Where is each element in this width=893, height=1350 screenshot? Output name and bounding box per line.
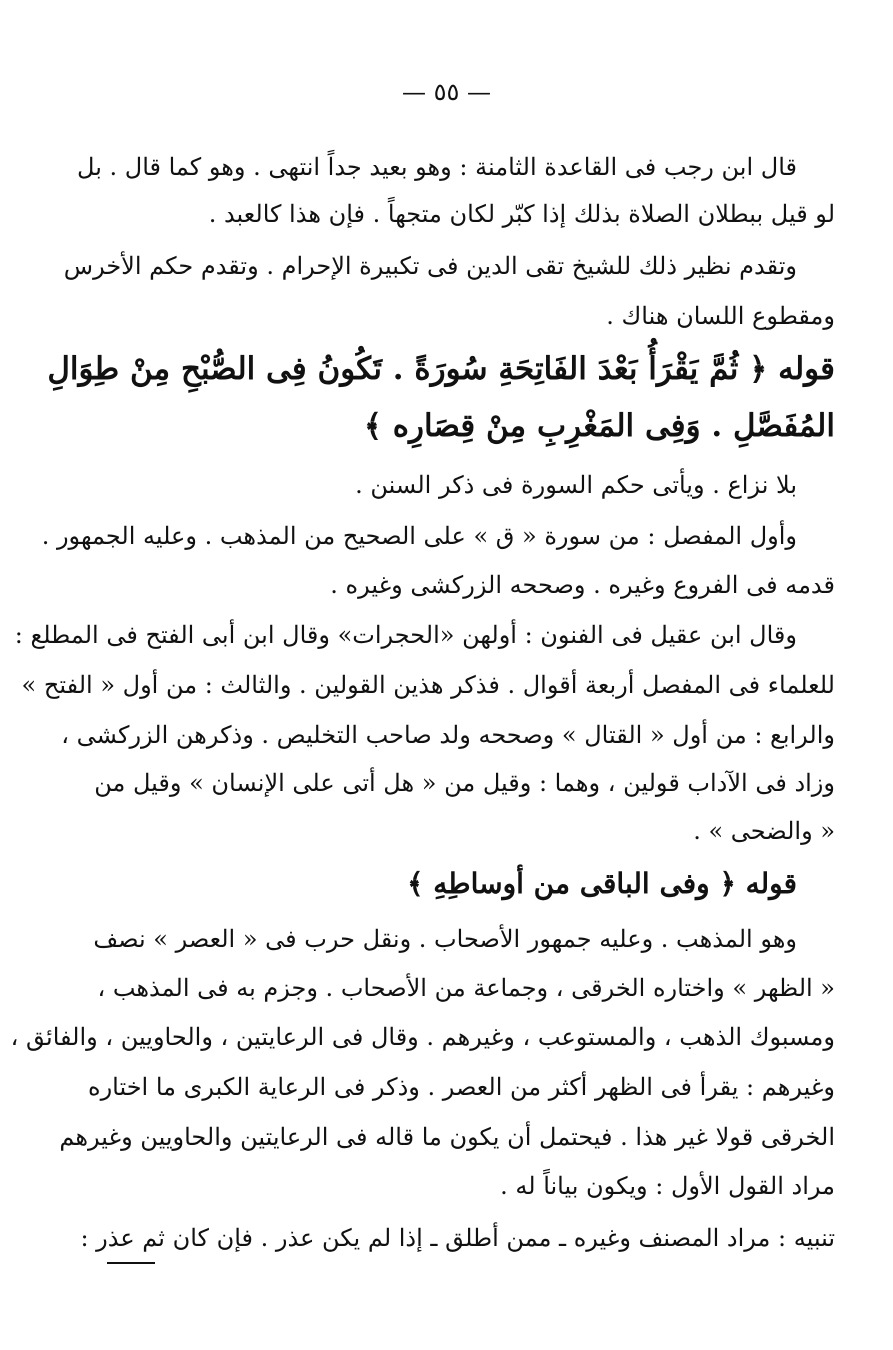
text-line: للعلماء فى المفصل أربعة أقوال . فذكر هذين القولين . والثالث : من أول « الفتح » bbox=[21, 671, 835, 699]
text-line: بلا نزاع . ويأتى حكم السورة فى ذكر السنن . bbox=[355, 471, 797, 499]
text-line: قال ابن رجب فى القاعدة الثامنة : وهو بعيد جداً انتهى . وهو كما قال . بل bbox=[77, 153, 797, 181]
text-line: وغيرهم : يقرأ فى الظهر أكثر من العصر . وذكر فى الرعاية الكبرى ما اختاره bbox=[88, 1073, 835, 1101]
heading-line: المُفَصَّلِ . وَفِى المَغْرِبِ مِنْ قِصَارِه ﴾ bbox=[363, 408, 835, 444]
text-line: « الظهر » واختاره الخرقى ، وجماعة من الأصحاب . وجزم به فى المذهب ، bbox=[97, 974, 835, 1002]
text-line: لو قيل ببطلان الصلاة بذلك إذا كبّر لكان متجهاً . فإن هذا كالعبد . bbox=[208, 200, 835, 228]
text-line: وزاد فى الآداب قولين ، وهما : وقيل من « هل أتى على الإنسان » وقيل من bbox=[94, 769, 835, 797]
note-line: تنبيه : مراد المصنف وغيره ـ ممن أطلق ـ إذا لم يكن عذر . فإن كان ثم عذر : bbox=[80, 1224, 835, 1252]
text-line: والرابع : من أول « القتال » وصححه ولد صاحب التخليص . وذكرهن الزركشى ، bbox=[61, 721, 835, 749]
heading-line: قوله ﴿ ثُمَّ يَقْرَأُ بَعْدَ الفَاتِحَةِ سُورَةً . تَكُونُ فِى الصُّبْحِ مِنْ طِوَالِ bbox=[47, 351, 835, 387]
text-line: وأول المفصل : من سورة « ق » على الصحيح من المذهب . وعليه الجمهور . bbox=[41, 522, 797, 550]
text-line: وقال ابن عقيل فى الفنون : أولهن «الحجرات» وقال ابن أبى الفتح فى المطلع : bbox=[14, 621, 797, 649]
text-line: « والضحى » . bbox=[693, 817, 835, 845]
text-line: وهو المذهب . وعليه جمهور الأصحاب . ونقل حرب فى « العصر » نصف bbox=[93, 925, 797, 953]
text-line: مراد القول الأول : ويكون بياناً له . bbox=[500, 1172, 835, 1200]
text-line: وتقدم نظير ذلك للشيخ تقى الدين فى تكبيرة الإحرام . وتقدم حكم الأخرس bbox=[63, 252, 797, 280]
subheading-line: قوله ﴿ وفى الباقى من أوساطِهِ ﴾ bbox=[407, 867, 797, 900]
text-line: قدمه فى الفروع وغيره . وصححه الزركشى وغيره . bbox=[330, 571, 835, 599]
text-line: ومقطوع اللسان هناك . bbox=[606, 302, 835, 330]
page-number: — ٥٥ — bbox=[401, 78, 492, 106]
text-line: ومسبوك الذهب ، والمستوعب ، وغيرهم . وقال فى الرعايتين ، والحاويين ، والفائق ، bbox=[10, 1023, 835, 1051]
text-line: الخرقى قولا غير هذا . فيحتمل أن يكون ما قاله فى الرعايتين والحاويين وغيرهم bbox=[59, 1123, 835, 1151]
note-underline bbox=[107, 1262, 155, 1264]
